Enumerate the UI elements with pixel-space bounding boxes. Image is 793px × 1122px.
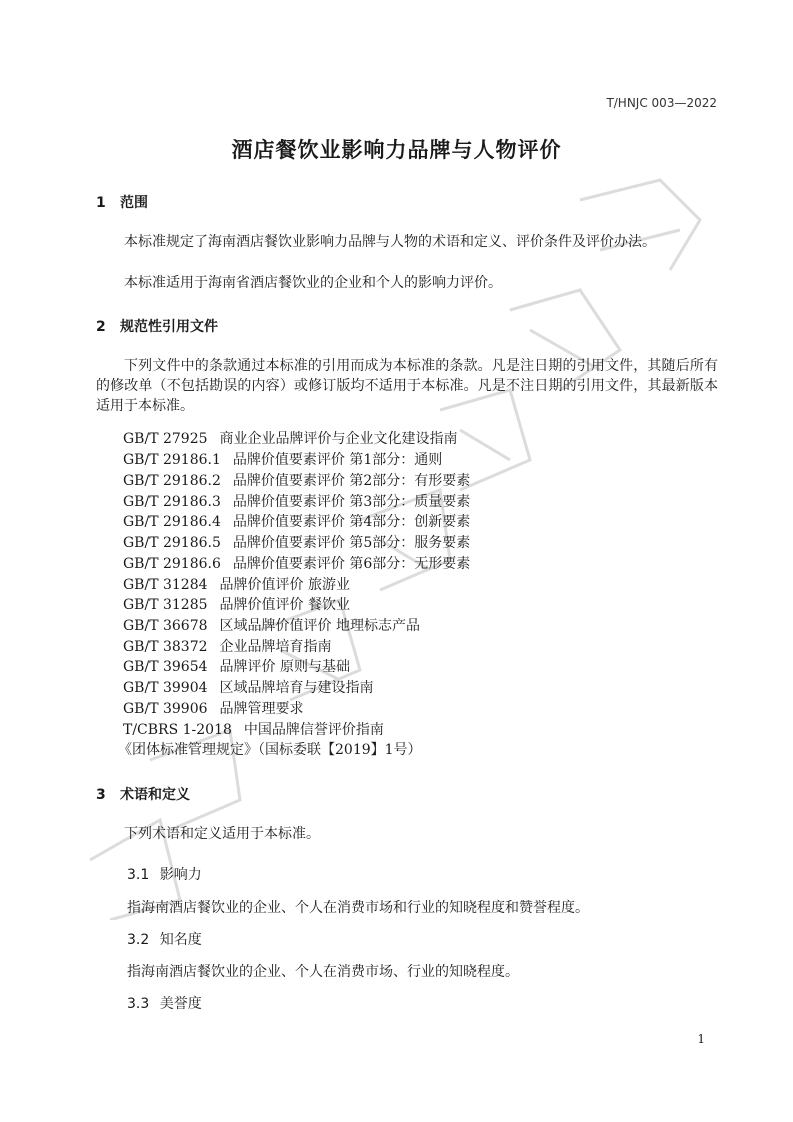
reference-title: 品牌价值要素评价 第2部分：有形要素 xyxy=(232,473,471,489)
reference-title: 区域品牌价值评价 地理标志产品 xyxy=(219,618,420,634)
reference-item xyxy=(123,595,350,615)
reference-item xyxy=(123,429,458,449)
reference-item xyxy=(123,678,374,698)
document-title: 酒店餐饮业影响力品牌与人物评价 xyxy=(231,138,562,162)
reference-item xyxy=(123,471,470,491)
reference-item xyxy=(123,533,470,553)
section-3-heading xyxy=(96,784,190,804)
reference-code: GB/T 39904 xyxy=(123,680,208,696)
term-name: 影响力 xyxy=(159,867,202,883)
reference-title: 品牌价值要素评价 第1部分：通则 xyxy=(232,452,443,468)
reference-item-regulation: 《团体标准管理规定》（国标委联【2019】1号） xyxy=(118,742,422,758)
reference-code: GB/T 29186.4 xyxy=(123,514,221,530)
section-2-intro: 下列文件中的条款通过本标准的引用而成为本标准的条款。凡是注日期的引用文件，其随后所有的修改单（不包括勘误的内容）或修订版均不适用于本标准。凡是不注日期的引用文件，其最新版本适用于本标准。 xyxy=(96,358,718,414)
section-1-heading xyxy=(96,192,148,212)
reference-title: 区域品牌培育与建设指南 xyxy=(219,680,374,696)
reference-title: 中国品牌信誉评价指南 xyxy=(243,722,384,738)
reference-item xyxy=(123,720,384,740)
reference-title: 品牌价值要素评价 第3部分：质量要素 xyxy=(232,494,471,510)
reference-code: GB/T 29186.1 xyxy=(123,452,221,468)
reference-code: GB/T 29186.2 xyxy=(123,473,221,489)
section-title: 术语和定义 xyxy=(120,787,190,803)
reference-item xyxy=(123,450,442,470)
term-name: 美誉度 xyxy=(159,996,202,1012)
reference-title: 品牌价值要素评价 第5部分：服务要素 xyxy=(232,535,471,551)
reference-code: GB/T 27925 xyxy=(123,431,208,447)
reference-code: GB/T 39906 xyxy=(123,701,208,717)
term-entry xyxy=(127,865,202,885)
section-1-paragraph-2: 本标准适用于海南省酒店餐饮业的企业和个人的影响力评价。 xyxy=(124,275,502,291)
term-entry xyxy=(127,994,202,1014)
reference-code: GB/T 31285 xyxy=(123,597,208,613)
reference-code: GB/T 29186.6 xyxy=(123,556,221,572)
term-entry xyxy=(127,930,202,950)
standard-code: T/HNJC 003—2022 xyxy=(606,96,717,110)
page-number: 1 xyxy=(697,1032,705,1046)
section-title: 规范性引用文件 xyxy=(120,319,218,335)
reference-item xyxy=(123,575,350,595)
reference-title: 企业品牌培育指南 xyxy=(219,639,332,655)
reference-item xyxy=(123,512,470,532)
reference-item xyxy=(123,637,332,657)
section-1-paragraph-1: 本标准规定了海南酒店餐饮业影响力品牌与人物的术语和定义、评价条件及评价办法。 xyxy=(124,234,656,250)
term-number: 3.3 xyxy=(127,996,150,1012)
term-number: 3.2 xyxy=(127,932,150,948)
reference-item xyxy=(123,492,470,512)
reference-code: GB/T 31284 xyxy=(123,577,208,593)
reference-title: 品牌价值要素评价 第6部分：无形要素 xyxy=(232,556,471,572)
section-3-intro: 下列术语和定义适用于本标准。 xyxy=(124,826,320,842)
reference-title: 品牌价值评价 旅游业 xyxy=(219,577,350,593)
reference-title: 商业企业品牌评价与企业文化建设指南 xyxy=(219,431,458,447)
reference-title: 品牌管理要求 xyxy=(219,701,304,717)
section-title: 范围 xyxy=(120,195,148,211)
term-definition: 指海南酒店餐饮业的企业、个人在消费市场和行业的知晓程度和赞誉程度。 xyxy=(127,900,589,916)
reference-title: 品牌评价 原则与基础 xyxy=(219,659,350,675)
reference-code: GB/T 29186.5 xyxy=(123,535,221,551)
reference-code: T/CBRS 1-2018 xyxy=(123,722,232,738)
reference-item xyxy=(123,699,304,719)
reference-item xyxy=(123,554,470,574)
reference-title: 品牌价值要素评价 第4部分：创新要素 xyxy=(232,514,471,530)
reference-code: GB/T 36678 xyxy=(123,618,208,634)
reference-item xyxy=(123,657,350,677)
term-number: 3.1 xyxy=(127,867,150,883)
reference-item xyxy=(123,616,420,636)
term-definition: 指海南酒店餐饮业的企业、个人在消费市场、行业的知晓程度。 xyxy=(127,964,519,980)
reference-code: GB/T 38372 xyxy=(123,639,208,655)
section-number: 2 xyxy=(96,319,106,335)
section-2-heading xyxy=(96,316,218,336)
term-name: 知名度 xyxy=(159,932,202,948)
section-number: 3 xyxy=(96,787,106,803)
reference-code: GB/T 39654 xyxy=(123,659,208,675)
reference-code: GB/T 29186.3 xyxy=(123,494,221,510)
section-number: 1 xyxy=(96,195,106,211)
reference-title: 品牌价值评价 餐饮业 xyxy=(219,597,350,613)
